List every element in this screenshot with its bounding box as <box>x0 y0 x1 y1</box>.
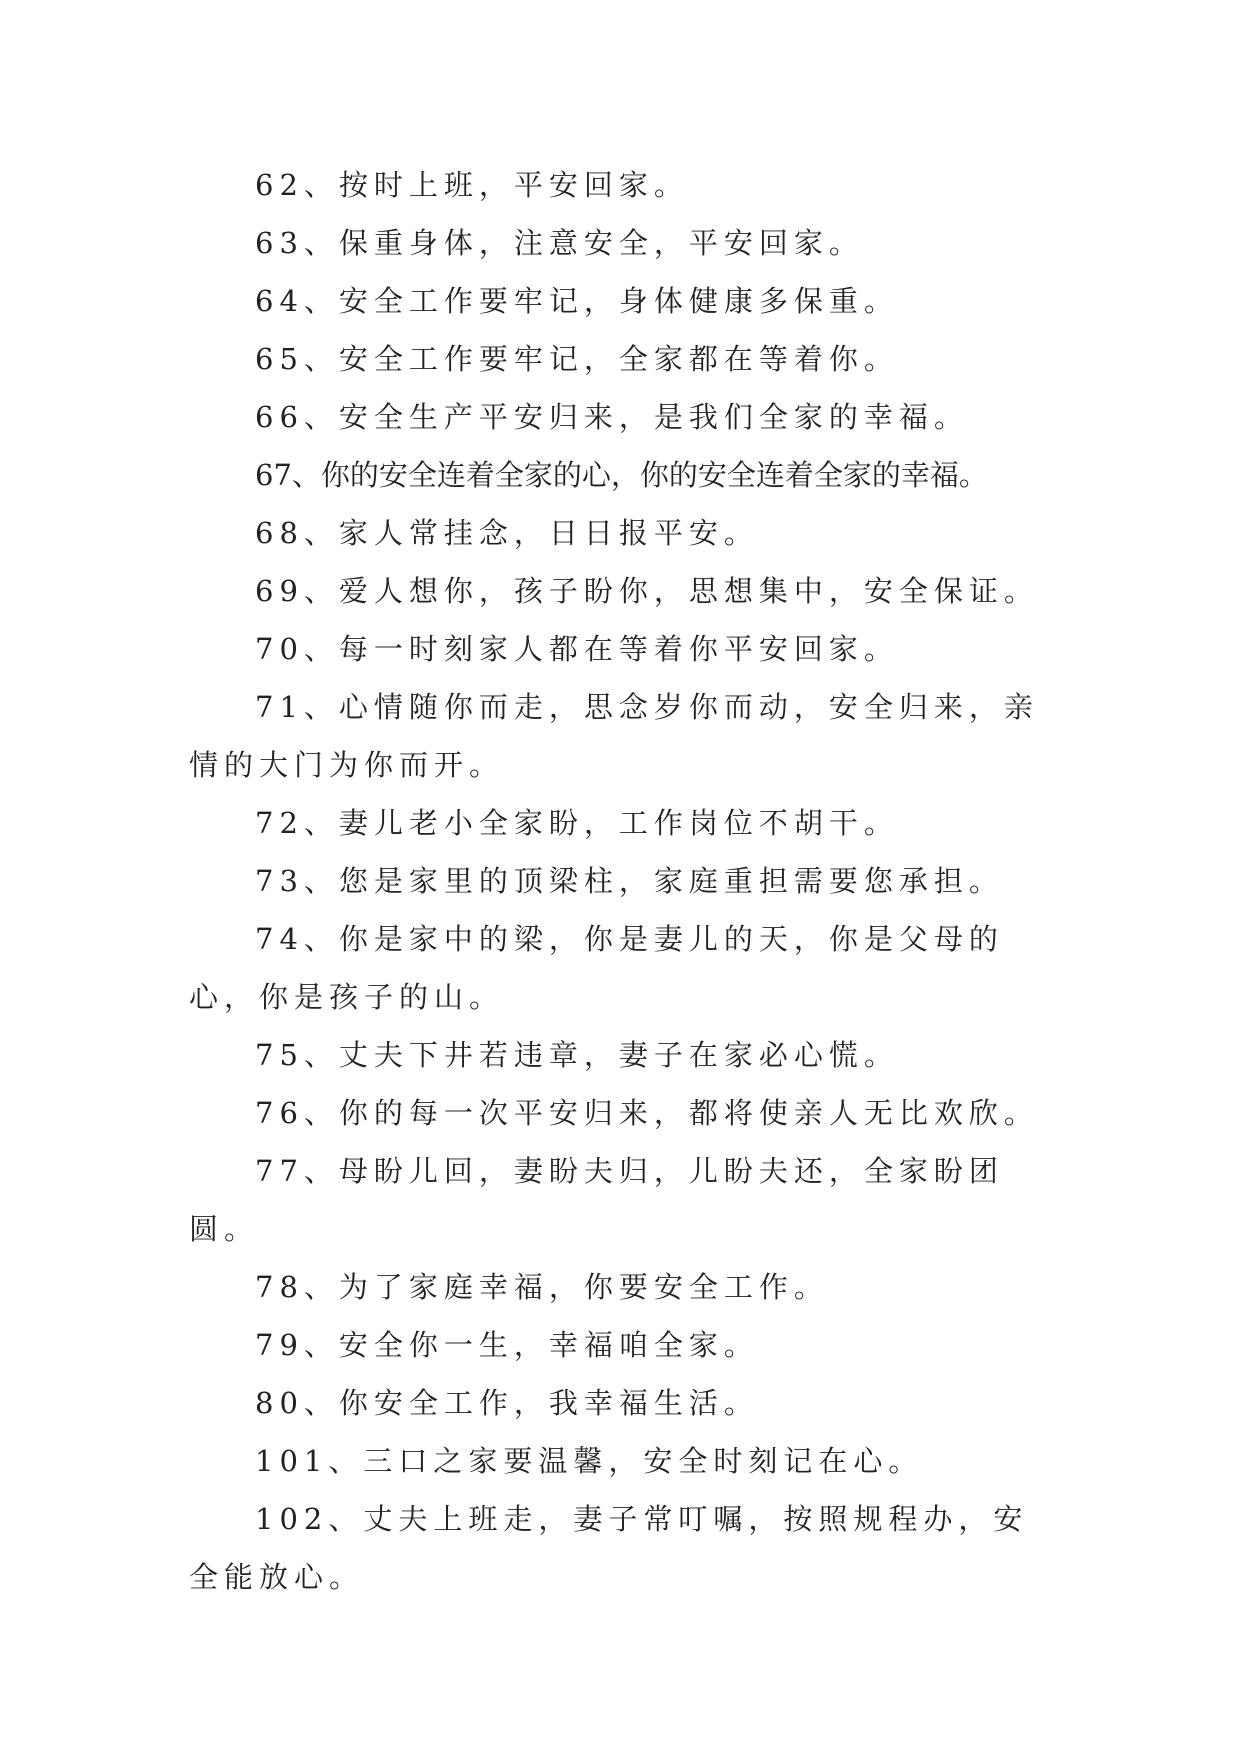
slogan-item-66: 66、安全生产平安归来，是我们全家的幸福。 <box>255 400 969 434</box>
slogan-item-75: 75、丈夫下井若违章，妻子在家必心慌。 <box>255 1038 899 1072</box>
slogan-item-76: 76、你的每一次平安归来，都将使亲人无比欢欣。 <box>255 1096 1039 1130</box>
slogan-item-77: 77、母盼儿回，妻盼夫归，儿盼夫还，全家盼团圆。 <box>189 1154 1004 1246</box>
slogan-item-67: 67、你的安全连着全家的心，你的安全连着全家的幸福。 <box>255 458 988 492</box>
slogan-item-74: 74、你是家中的梁，你是妻儿的天，你是父母的心，你是孩子的山。 <box>189 922 1004 1014</box>
slogan-item-70: 70、每一时刻家人都在等着你平安回家。 <box>255 632 899 666</box>
slogan-item-62: 62、按时上班，平安回家。 <box>255 168 689 202</box>
slogan-item-78: 78、为了家庭幸福，你要安全工作。 <box>255 1270 829 1304</box>
slogan-item-102: 102、丈夫上班走，妻子常叮嘱，按照规程办，安全能放心。 <box>189 1502 1029 1594</box>
slogan-item-73: 73、您是家里的顶梁柱，家庭重担需要您承担。 <box>255 864 1004 898</box>
slogan-item-63: 63、保重身体，注意安全，平安回家。 <box>255 226 864 260</box>
slogan-item-71: 71、心情随你而走，思念岁你而动，安全归来，亲情的大门为你而开。 <box>189 690 1039 782</box>
slogan-item-65: 65、安全工作要牢记，全家都在等着你。 <box>255 342 899 376</box>
slogan-item-80: 80、你安全工作，我幸福生活。 <box>255 1386 759 1420</box>
slogan-list <box>189 156 1053 1606</box>
slogan-item-69: 69、爱人想你，孩子盼你，思想集中，安全保证。 <box>255 574 1039 608</box>
slogan-item-101: 101、三口之家要温馨，安全时刻记在心。 <box>255 1444 924 1478</box>
slogan-item-68: 68、家人常挂念，日日报平安。 <box>255 516 759 550</box>
slogan-item-72: 72、妻儿老小全家盼，工作岗位不胡干。 <box>255 806 899 840</box>
slogan-item-79: 79、安全你一生，幸福咱全家。 <box>255 1328 759 1362</box>
slogan-item-64: 64、安全工作要牢记，身体健康多保重。 <box>255 284 899 318</box>
